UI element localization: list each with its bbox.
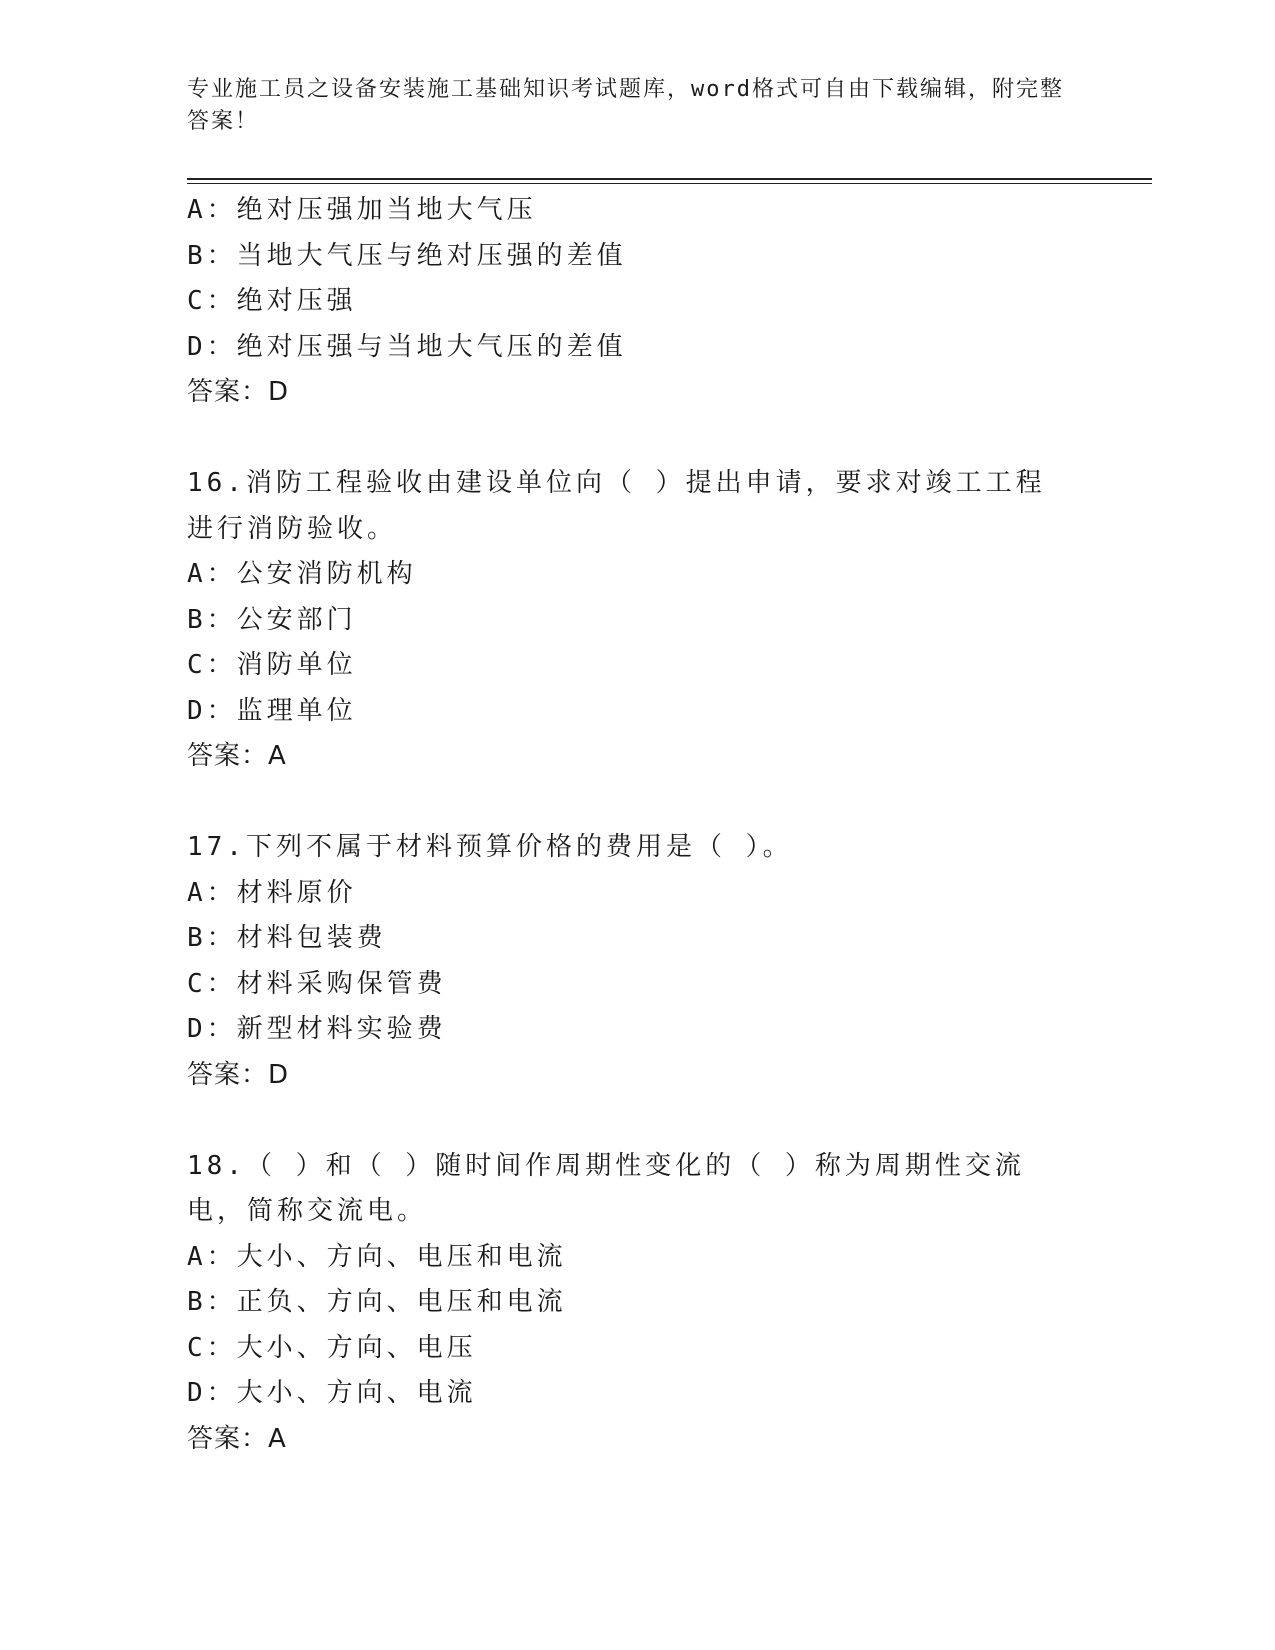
header-divider-thick bbox=[187, 178, 1152, 180]
option-c: C：材料采购保管费 bbox=[187, 968, 447, 999]
question-stem: 18.（ ）和（ ）随时间作周期性变化的（ ）称为周期性交流电，简称交流电。 bbox=[187, 1150, 1025, 1226]
question-16 bbox=[187, 461, 1067, 780]
option-b: B：材料包装费 bbox=[187, 923, 387, 953]
option-a: A：公安消防机构 bbox=[187, 559, 417, 589]
question-stem: 17.下列不属于材料预算价格的费用是（ ）。 bbox=[187, 832, 793, 862]
answer: 答案：D bbox=[187, 377, 290, 407]
answer: 答案：A bbox=[187, 741, 287, 771]
option-d: D：新型材料实验费 bbox=[187, 1014, 447, 1044]
document-header: 专业施工员之设备安装施工基础知识考试题库，word格式可自由下载编辑，附完整答案！ bbox=[187, 77, 1064, 134]
option-c: C：消防单位 bbox=[187, 650, 357, 680]
option-b: B：公安部门 bbox=[187, 604, 357, 635]
question-17 bbox=[187, 825, 1067, 1098]
answer: 答案：A bbox=[187, 1423, 287, 1454]
header-divider-thin bbox=[187, 183, 1152, 184]
option-d: D：大小、方向、电流 bbox=[187, 1378, 477, 1408]
answer: 答案：D bbox=[187, 1059, 290, 1090]
option-a: A：绝对压强加当地大气压 bbox=[187, 195, 537, 225]
question-15-tail bbox=[187, 188, 1067, 416]
option-b: B：正负、方向、电压和电流 bbox=[187, 1287, 567, 1317]
option-a: A：材料原价 bbox=[187, 877, 357, 908]
question-stem: 16.消防工程验收由建设单位向（ ）提出申请，要求对竣工工程进行消防验收。 bbox=[187, 468, 1046, 544]
option-c: C：大小、方向、电压 bbox=[187, 1332, 477, 1363]
option-d: D：绝对压强与当地大气压的差值 bbox=[187, 331, 627, 362]
document-body bbox=[187, 188, 1067, 1462]
option-d: D：监理单位 bbox=[187, 695, 357, 726]
option-b: B：当地大气压与绝对压强的差值 bbox=[187, 240, 627, 271]
option-c: C：绝对压强 bbox=[187, 286, 357, 316]
option-a: A：大小、方向、电压和电流 bbox=[187, 1241, 567, 1272]
question-18 bbox=[187, 1144, 1067, 1463]
